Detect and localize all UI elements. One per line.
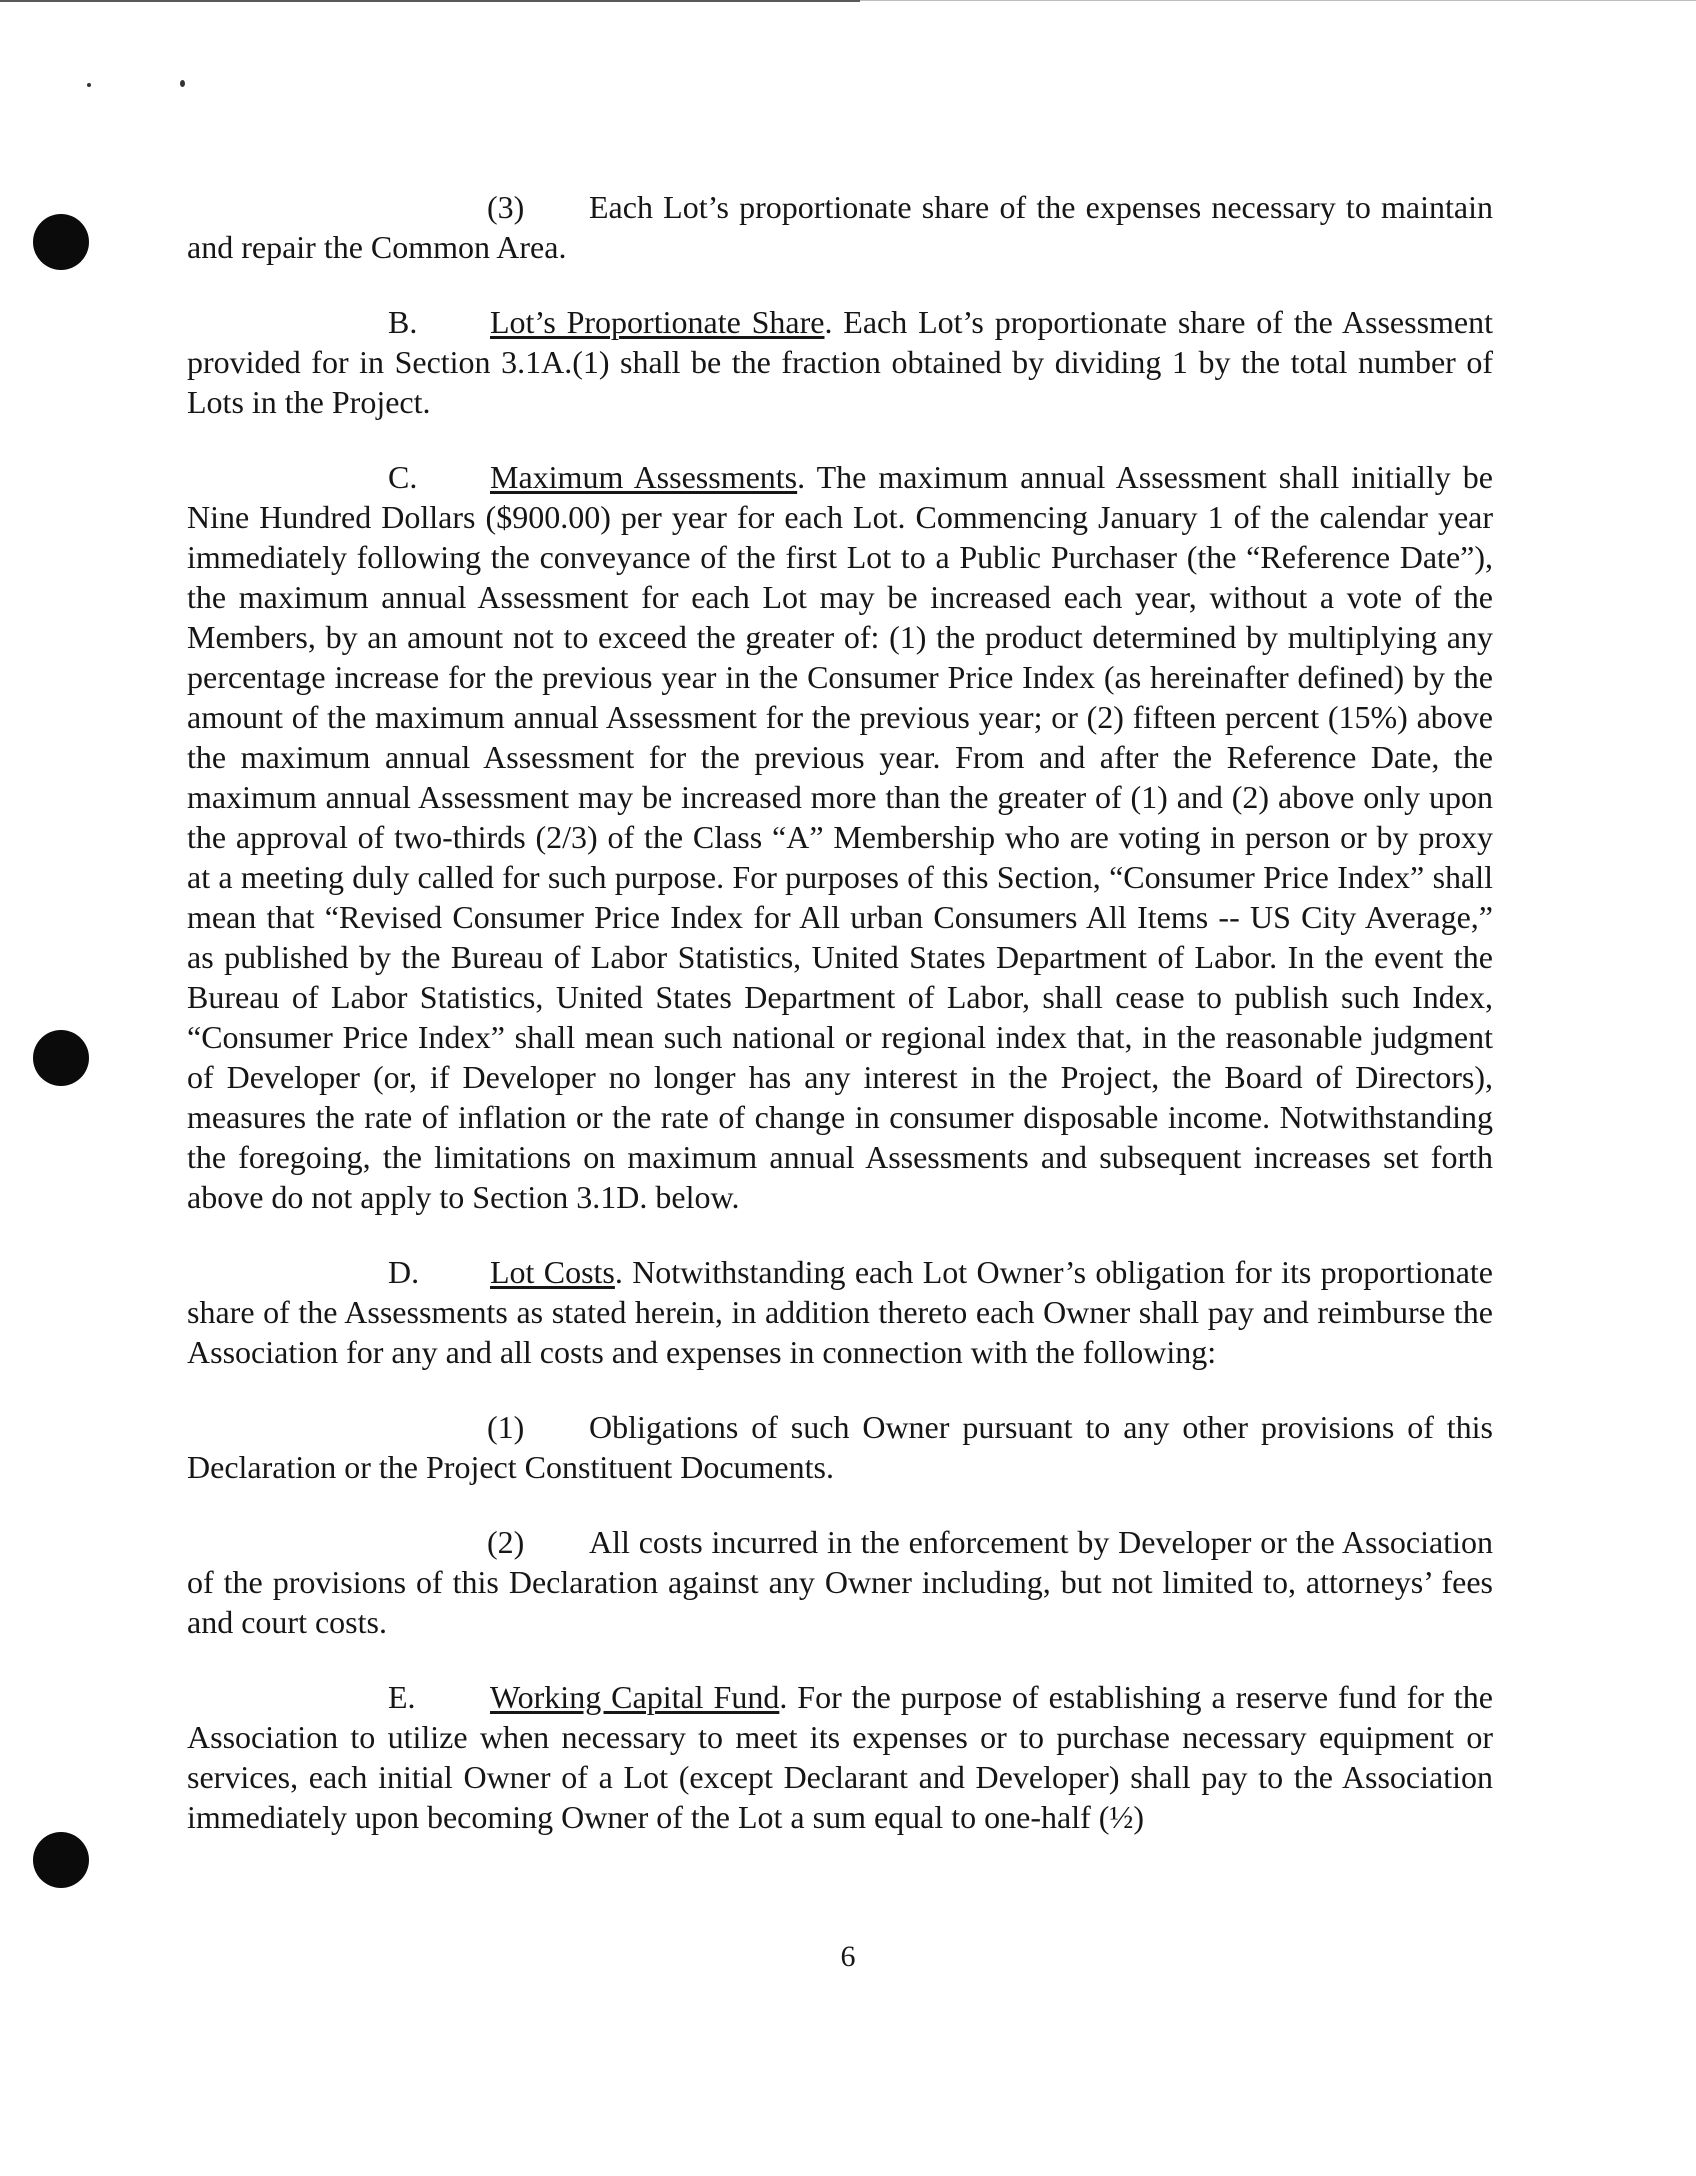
- document-body: [187, 187, 1493, 1872]
- paragraph-c: [187, 457, 1493, 1217]
- punch-hole: [33, 1030, 89, 1086]
- scan-speck: [87, 83, 91, 87]
- section-heading: Lot’s Proportionate Share: [490, 304, 825, 340]
- paragraph-text: . Each Lot’s proportionate share of the Assessment provided for in Section 3.1A.(1) shall be the fraction obtained by dividing 1 by the total number of Lots in the Project.: [187, 304, 1494, 420]
- page-number: 6: [840, 1940, 856, 1973]
- paragraph-text: Each Lot’s proportionate share of the expenses necessary to maintain and repair the Common Area.: [187, 189, 1493, 265]
- section-heading: Maximum Assessments: [490, 459, 798, 495]
- top-scan-edge-thin: [860, 0, 1696, 1]
- section-heading: Lot Costs: [490, 1254, 615, 1290]
- paragraph-text: . The maximum annual Assessment shall initially be Nine Hundred Dollars ($900.00) per year for each Lot. Commencing January 1 of the calendar year immediately following the conveyance of the first Lot to a Public Purchaser (the “Reference Date”), the maximum annual Assessment for each Lot may be increased each year, without a vote of the Members, by an amount not to exceed the greater of: (1) the product determined by multiplying any percentage increase for the previous year in the Consumer Price Index (as hereinafter defined) by the amount of the maximum annual Assessment for the previous year; or (2) fifteen percent (15%) above the maximum annual Assessment for the previous year. From and after the Reference Date, the maximum annual Assessment may be increased more than the greater of (1) and (2) above only upon the approval of two-thirds (2/3) of the Class “A” Membership who are voting in person or by proxy at a meeting duly called for such purpose. For purposes of this Section, “Consumer Price Index” shall mean that “Revised Consumer Price Index for All urban Consumers All Items -- US City Average,” as published by the Bureau of Labor Statistics, United States Department of Labor. In the event the Bureau of Labor Statistics, United States Department of Labor, shall cease to publish such Index, “Consumer Price Index” shall mean such national or regional index that, in the reasonable judgment of Developer (or, if Developer no longer has any interest in the Project, the Board of Directors), measures the rate of inflation or the rate of change in consumer disposable income. Notwithstanding the foregoing, the limitations on maximum annual Assessments and subsequent increases set forth above do not apply to Section 3.1D. below.: [187, 459, 1494, 1215]
- punch-hole: [33, 1832, 89, 1888]
- paragraph-label: (1): [487, 1409, 525, 1445]
- paragraph-d1: [187, 1407, 1493, 1487]
- section-heading: Working Capital Fund: [490, 1679, 780, 1715]
- section-label: B.: [388, 304, 418, 340]
- section-label: C.: [388, 459, 418, 495]
- top-scan-edge: [0, 0, 860, 2]
- section-label: E.: [388, 1679, 416, 1715]
- punch-hole: [33, 214, 89, 270]
- paragraph-a3: [187, 187, 1493, 267]
- paragraph-text: . For the purpose of establishing a reserve fund for the Association to utilize when necessary to meet its expenses or to purchase necessary equipment or services, each initial Owner of a Lot (except Declarant and Developer) shall pay to the Association immediately upon becoming Owner of the Lot a sum equal to one-half (½): [187, 1679, 1494, 1835]
- paragraph-label: (3): [487, 189, 525, 225]
- section-label: D.: [388, 1254, 420, 1290]
- paragraph-text: All costs incurred in the enforcement by Developer or the Association of the provisions of this Declaration against any Owner including, but not limited to, attorneys’ fees and court costs.: [187, 1524, 1493, 1640]
- paragraph-e: [187, 1677, 1493, 1837]
- paragraph-d: [187, 1252, 1493, 1372]
- paragraph-text: . Notwithstanding each Lot Owner’s obligation for its proportionate share of the Assessments as stated herein, in addition thereto each Owner shall pay and reimburse the Association for any and all costs and expenses in connection with the following:: [187, 1254, 1494, 1370]
- paragraph-label: (2): [487, 1524, 525, 1560]
- paragraph-d2: [187, 1522, 1493, 1642]
- scan-speck: [180, 80, 185, 87]
- paragraph-b: [187, 302, 1493, 422]
- paragraph-text: Obligations of such Owner pursuant to any other provisions of this Declaration or the Project Constituent Documents.: [187, 1409, 1493, 1485]
